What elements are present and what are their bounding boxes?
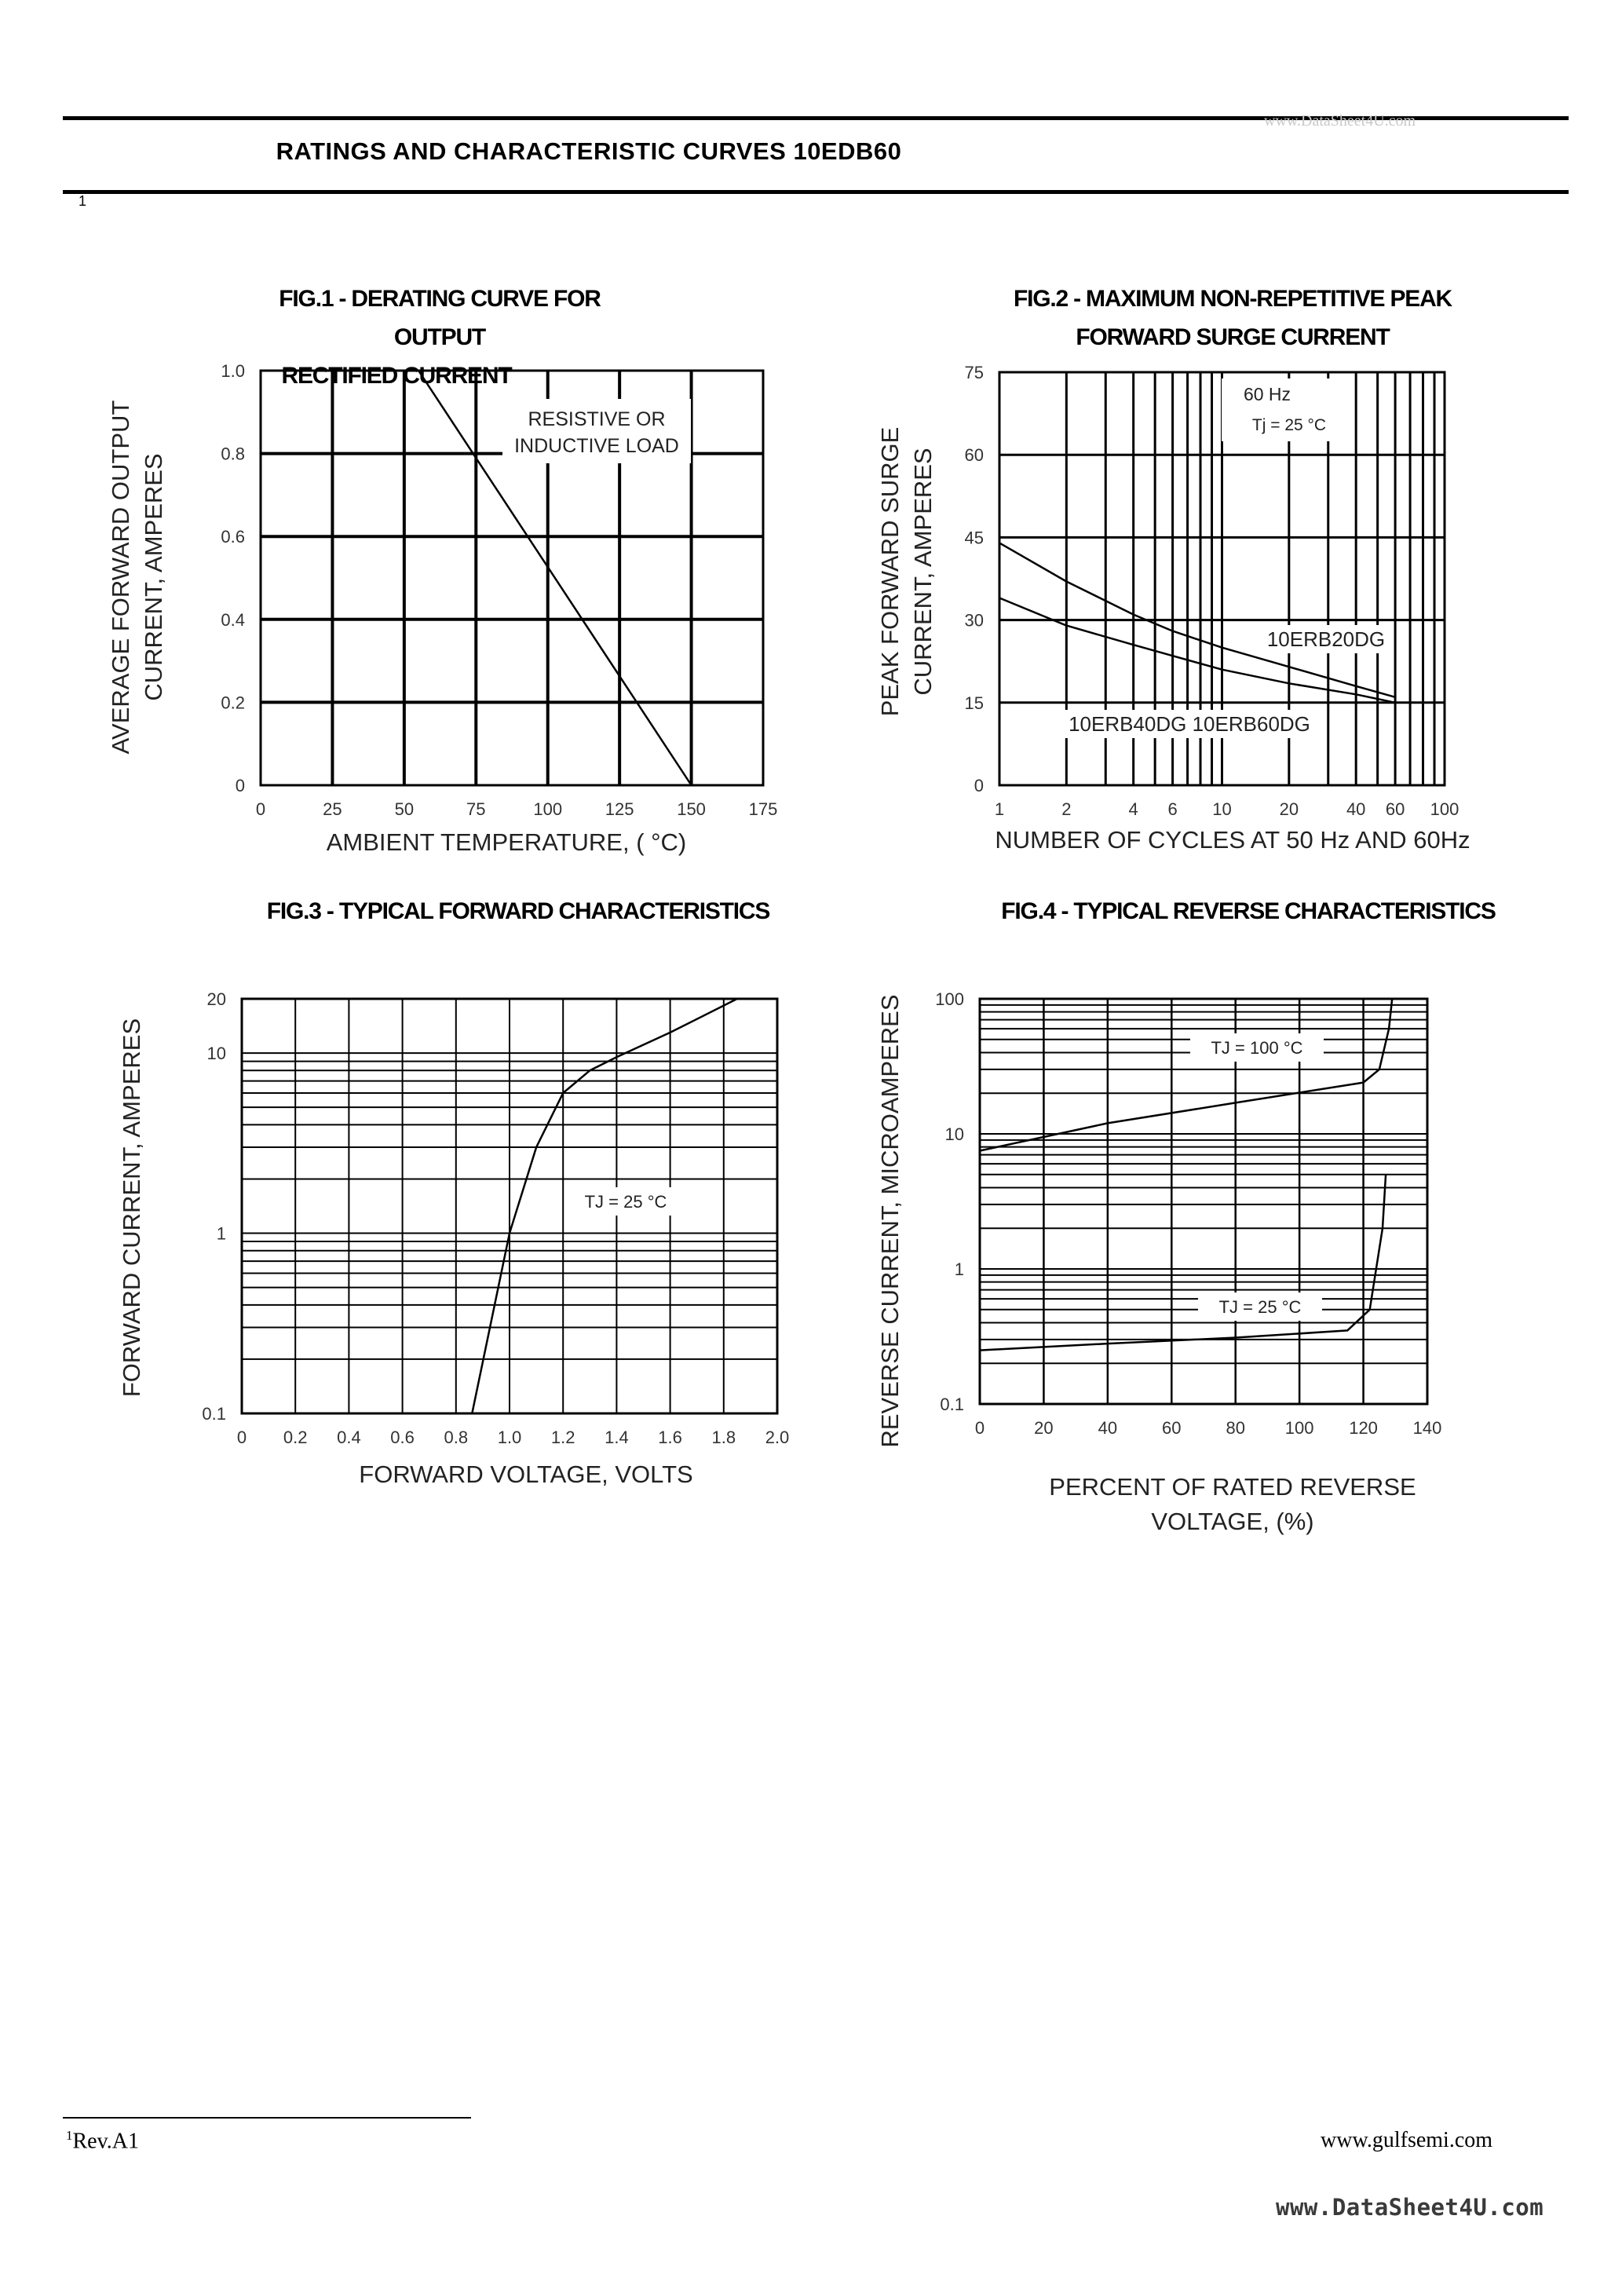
- margin-mark: 1: [79, 193, 87, 209]
- fig4-x-tick-label: 120: [1349, 1418, 1378, 1438]
- fig1-x-tick-label: 100: [533, 799, 563, 819]
- fig3-title: FIG.3 - TYPICAL FORWARD CHARACTERISTICS: [266, 898, 770, 924]
- fig3-x-tick-label: 0.8: [444, 1428, 469, 1447]
- fig4-series-label-1: TJ = 100 °C: [1211, 1038, 1303, 1058]
- fig3-x-tick-label: 0.2: [283, 1428, 308, 1447]
- fig2-x-tick-label: 100: [1430, 799, 1459, 819]
- fig3-y-tick-label: 0.1: [202, 1404, 226, 1424]
- fig1-x-tick-label: 0: [255, 799, 266, 819]
- fig3-annotation: TJ = 25 °C: [584, 1192, 667, 1212]
- fig3-y-tick-label: 1: [216, 1223, 226, 1244]
- fig2-chart: [876, 363, 1470, 854]
- fig3-x-tick-label: 0.6: [390, 1428, 415, 1447]
- fig3-x-tick-label: 1.0: [497, 1428, 522, 1447]
- fig2-y-tick-label: 15: [964, 693, 984, 713]
- fig4-x-tick-label: 40: [1098, 1418, 1118, 1438]
- page-title: RATINGS AND CHARACTERISTIC CURVES 10EDB60: [276, 137, 902, 165]
- fig4-chart: [876, 989, 1441, 1535]
- fig1-y-tick-label: 0.8: [221, 444, 245, 464]
- footnote-mark: 1: [66, 2128, 73, 2143]
- fig2-x-tick-label: 4: [1128, 799, 1138, 819]
- fig1-ticks: [221, 361, 777, 819]
- footnote-rule: [63, 2117, 471, 2119]
- fig3-x-tick-label: 0.4: [337, 1428, 361, 1447]
- fig3-x-tick-label: 1.4: [605, 1428, 629, 1447]
- fig2-title-line1: FIG.2 - MAXIMUM NON-REPETITIVE PEAK: [1013, 286, 1452, 312]
- fig3-x-tick-label: 2.0: [765, 1428, 790, 1447]
- fig1-y-tick-label: 0.6: [221, 527, 245, 547]
- fig1-title-line2: RECTIFIED CURRENT: [281, 363, 512, 389]
- fig2-x-tick-label: 10: [1212, 799, 1232, 819]
- fig4-x-tick-label: 0: [974, 1418, 985, 1438]
- fig2-annotation-line1: 60 Hz: [1243, 384, 1291, 404]
- fig1-ylabel-line2: CURRENT, AMPERES: [140, 453, 167, 701]
- fig4-series-line-2: [980, 1175, 1386, 1351]
- fig2-y-tick-label: 30: [964, 610, 984, 631]
- fig1-xlabel: AMBIENT TEMPERATURE, ( °C): [326, 828, 687, 856]
- fig3-x-tick-label: 0: [236, 1428, 247, 1447]
- fig3-xlabel: FORWARD VOLTAGE, VOLTS: [359, 1461, 693, 1488]
- fig2-series-label-1: 10ERB20DG: [1266, 627, 1386, 651]
- fig2-ylabel-line1: PEAK FORWARD SURGE: [876, 426, 904, 717]
- footer-watermark: www.DataSheet4U.com: [1276, 2194, 1544, 2221]
- fig3-ticks: [202, 989, 789, 1447]
- fig3-x-tick-label: 1.2: [550, 1428, 575, 1447]
- fig1-ylabel-line1: AVERAGE FORWARD OUTPUT: [107, 400, 134, 755]
- fig2-xlabel: NUMBER OF CYCLES AT 50 Hz AND 60Hz: [995, 826, 1470, 854]
- fig2-x-tick-label: 6: [1167, 799, 1178, 819]
- company-website: www.gulfsemi.com: [1321, 2128, 1493, 2152]
- fig2-series-label-2: 10ERB40DG 10ERB60DG: [1069, 712, 1310, 736]
- fig3-chart: [118, 989, 789, 1488]
- fig2-y-tick-label: 60: [964, 445, 984, 466]
- fig1-x-tick-label: 50: [394, 799, 415, 819]
- fig1-x-tick-label: 25: [323, 799, 342, 819]
- fig4-x-tick-label: 140: [1412, 1418, 1442, 1438]
- fig4-series-label-2: TJ = 25 °C: [1218, 1297, 1302, 1317]
- fig3-x-tick-label: 1.8: [711, 1428, 736, 1447]
- fig4-title: FIG.4 - TYPICAL REVERSE CHARACTERISTICS: [1001, 898, 1496, 924]
- fig1-y-tick-label: 0.2: [221, 693, 245, 713]
- fig2-x-tick-label: 1: [994, 799, 1005, 819]
- fig4-xlabel-line2: VOLTAGE, (%): [1151, 1508, 1314, 1535]
- fig4-y-tick-label: 100: [935, 989, 964, 1009]
- fig1-x-tick-label: 125: [605, 799, 634, 819]
- revision-note: [66, 2128, 139, 2154]
- fig1-x-tick-label: 75: [466, 799, 486, 819]
- fig2-y-tick-label: 0: [974, 776, 984, 795]
- fig4-xlabel-line1: PERCENT OF RATED REVERSE: [1049, 1473, 1416, 1501]
- fig4-y-tick-label: 10: [944, 1124, 964, 1144]
- fig3-x-tick-label: 1.6: [658, 1428, 682, 1447]
- fig1-chart: [107, 361, 777, 856]
- fig1-x-tick-label: 175: [748, 799, 778, 819]
- fig4-y-tick-label: 0.1: [940, 1395, 964, 1414]
- fig1-annotation-line1: RESISTIVE OR: [528, 408, 666, 430]
- fig2-title-line2: FORWARD SURGE CURRENT: [1076, 324, 1390, 350]
- fig1-y-tick-label: 0.4: [221, 609, 245, 630]
- fig2-annotation-line2: Tj = 25 °C: [1251, 416, 1327, 434]
- fig4-x-tick-label: 60: [1162, 1418, 1182, 1438]
- fig4-series-line-1: [980, 999, 1392, 1151]
- fig2-x-tick-label: 2: [1061, 799, 1072, 819]
- fig1-title-line1: FIG.1 - DERATING CURVE FOR OUTPUT: [279, 286, 601, 350]
- fig2-x-tick-label: 40: [1346, 799, 1366, 819]
- fig3-y-tick-label: 20: [206, 989, 226, 1009]
- fig2-x-tick-label: 20: [1279, 799, 1299, 819]
- revision-text: Rev.A1: [72, 2129, 140, 2154]
- fig1-annotation-line2: INDUCTIVE LOAD: [514, 435, 679, 457]
- fig2-marks: [999, 543, 1395, 702]
- fig4-ylabel: REVERSE CURRENT, MICROAMPERES: [876, 994, 904, 1448]
- fig1-x-tick-label: 150: [677, 799, 706, 819]
- fig1-y-tick-label: 1.0: [221, 361, 245, 381]
- fig4-x-tick-label: 20: [1034, 1418, 1054, 1438]
- fig1-y-tick-label: 0: [235, 776, 245, 795]
- fig4-x-tick-label: 80: [1226, 1418, 1245, 1438]
- fig3-grid: [242, 999, 777, 1413]
- fig2-x-tick-label: 60: [1385, 799, 1405, 819]
- header-watermark: www.DataSheet4U.com: [1264, 112, 1416, 130]
- fig2-y-tick-label: 45: [964, 528, 984, 548]
- fig2-ylabel-line2: CURRENT, AMPERES: [909, 448, 937, 696]
- fig4-ticks: [935, 989, 1441, 1438]
- fig2-y-tick-label: 75: [964, 363, 984, 382]
- fig4-x-tick-label: 100: [1284, 1418, 1314, 1438]
- fig3-y-tick-label: 10: [206, 1044, 226, 1064]
- fig3-ylabel: FORWARD CURRENT, AMPERES: [118, 1018, 145, 1398]
- fig4-y-tick-label: 1: [954, 1260, 964, 1279]
